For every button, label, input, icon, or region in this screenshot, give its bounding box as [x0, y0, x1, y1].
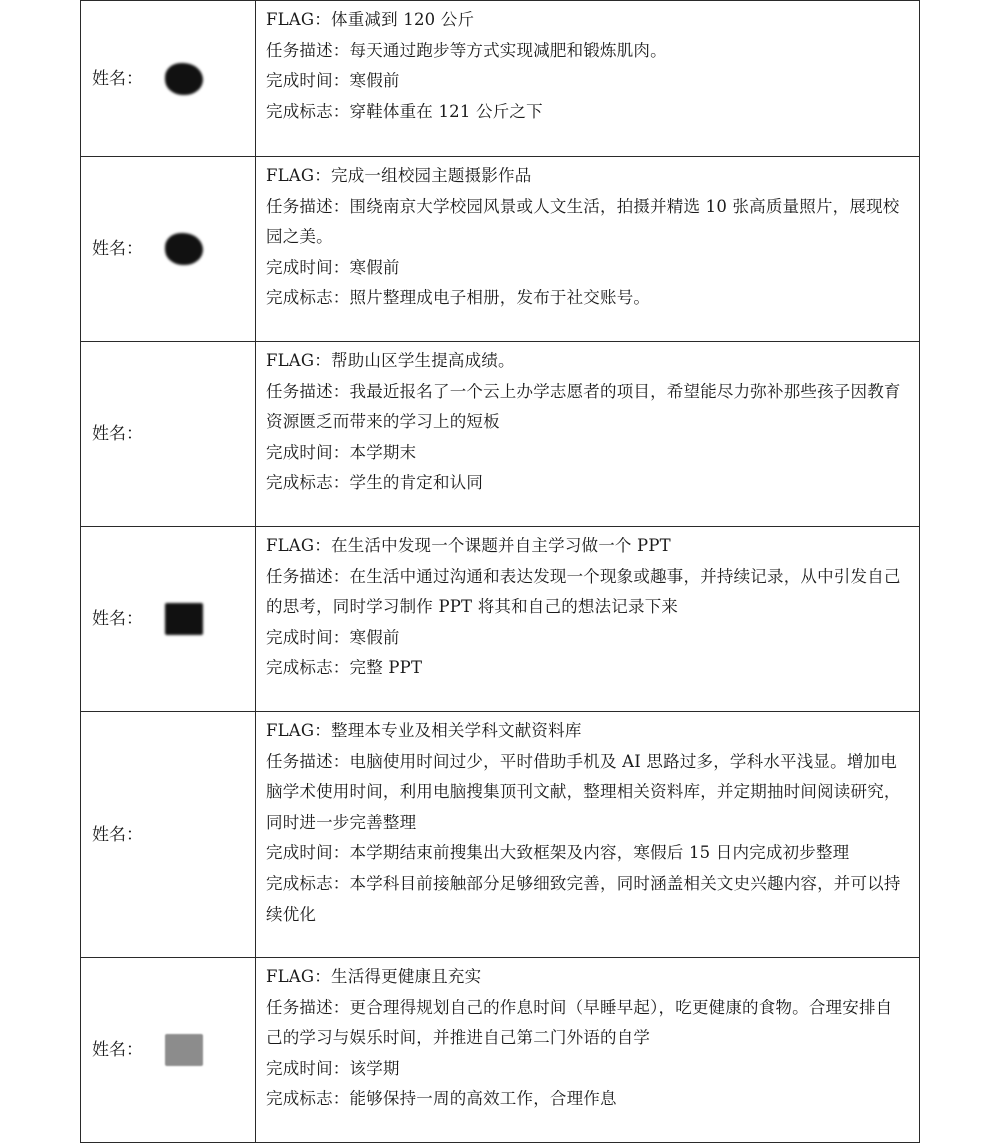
- table-row: [81, 958, 920, 1143]
- redacted-name: [165, 603, 203, 635]
- detail-cell: [256, 712, 920, 958]
- name-cell: [81, 342, 256, 527]
- name-cell: [81, 1, 256, 157]
- description-text: 每天通过跑步等方式实现减肥和锻炼肌肉。: [349, 40, 667, 60]
- time-text: 本学期末: [349, 442, 417, 462]
- marker-text: 本学科目前接触部分足够细致完善，同时涵盖相关文史兴趣内容，并可以持续优化: [266, 873, 901, 924]
- description-line: 任务描述：围绕南京大学校园风景或人文生活，拍摄并精选 10 张高质量照片，展现校园之美。: [266, 196, 900, 247]
- marker-text: 穿鞋体重在 121 公斤之下: [349, 101, 543, 121]
- marker-text: 照片整理成电子相册，发布于社交账号。: [349, 288, 651, 308]
- name-label: 姓名：: [92, 609, 143, 629]
- detail-cell: [256, 958, 920, 1143]
- description-text: 我最近报名了一个云上办学志愿者的项目，希望能尽力弥补那些孩子因教育资源匮乏而带来的学习上的短板: [266, 381, 901, 432]
- flag-text: 体重减到 120 公斤: [331, 10, 475, 29]
- description-text: 在生活中通过沟通和表达发现一个现象或趣事，并持续记录，从中引发自己的思考，同时学习制作 PPT 将其和自己的想法记录下来: [266, 566, 901, 617]
- flag-line: FLAG：生活得更健康且充实: [266, 967, 482, 986]
- table-row: [81, 342, 920, 527]
- redacted-name: [165, 233, 203, 265]
- flag-text: 整理本专业及相关学科文献资料库: [331, 721, 582, 740]
- table-row: [81, 527, 920, 712]
- description-text: 围绕南京大学校园风景或人文生活，拍摄并精选 10 张高质量照片，展现校园之美。: [266, 196, 900, 247]
- description-line: 任务描述：在生活中通过沟通和表达发现一个现象或趣事，并持续记录，从中引发自己的思考，同时学习制作 PPT 将其和自己的想法记录下来: [266, 566, 901, 617]
- description-text: 更合理得规划自己的作息时间（早睡早起），吃更健康的食物。合理安排自己的学习与娱乐时间，并推进自己第二门外语的自学: [266, 997, 893, 1048]
- description-line: 任务描述：每天通过跑步等方式实现减肥和锻炼肌肉。: [266, 40, 667, 60]
- flag-text: 帮助山区学生提高成绩。: [331, 351, 515, 370]
- detail-cell: [256, 157, 920, 342]
- marker-text: 能够保持一周的高效工作，合理作息: [349, 1089, 617, 1109]
- time-line: 完成时间：寒假前: [266, 257, 400, 277]
- description-line: 任务描述：电脑使用时间过少，平时借助手机及 AI 思路过多，学科水平浅显。增加电脑学术使用时间，利用电脑搜集顶刊文献，整理相关资料库，并定期抽时间阅读研究，同时进一步完善整理: [266, 751, 901, 832]
- name-cell: [81, 958, 256, 1143]
- time-line: 完成时间：本学期末: [266, 442, 417, 462]
- description-line: 任务描述：我最近报名了一个云上办学志愿者的项目，希望能尽力弥补那些孩子因教育资源匮乏而带来的学习上的短板: [266, 381, 901, 432]
- flag-text: 完成一组校园主题摄影作品: [331, 166, 532, 185]
- detail-cell: [256, 1, 920, 157]
- time-text: 寒假前: [349, 627, 400, 647]
- time-line: 完成时间：该学期: [266, 1058, 400, 1078]
- name-label: 姓名：: [92, 1040, 143, 1060]
- flag-text: 在生活中发现一个课题并自主学习做一个 PPT: [331, 536, 671, 555]
- flag-table: [80, 0, 920, 1143]
- name-label: 姓名：: [92, 824, 143, 845]
- description-line: 任务描述：更合理得规划自己的作息时间（早睡早起），吃更健康的食物。合理安排自己的学习与娱乐时间，并推进自己第二门外语的自学: [266, 997, 893, 1048]
- flag-line: FLAG：帮助山区学生提高成绩。: [266, 351, 515, 370]
- marker-text: 完整 PPT: [349, 658, 423, 678]
- name-label: 姓名：: [92, 239, 143, 259]
- marker-line: 完成标志：完整 PPT: [266, 658, 423, 678]
- table-row: [81, 157, 920, 342]
- detail-cell: [256, 527, 920, 712]
- marker-line: 完成标志：能够保持一周的高效工作，合理作息: [266, 1089, 617, 1109]
- name-label: 姓名：: [92, 424, 143, 444]
- description-text: 电脑使用时间过少，平时借助手机及 AI 思路过多，学科水平浅显。增加电脑学术使用时间，利用电脑搜集顶刊文献，整理相关资料库，并定期抽时间阅读研究，同时进一步完善整理: [266, 751, 901, 832]
- marker-line: 完成标志：学生的肯定和认同: [266, 473, 484, 493]
- redacted-name: [165, 1034, 203, 1066]
- time-line: 完成时间：本学期结束前搜集出大致框架及内容，寒假后 15 日内完成初步整理: [266, 843, 850, 863]
- time-text: 寒假前: [349, 257, 400, 277]
- flag-line: FLAG：完成一组校园主题摄影作品: [266, 166, 532, 185]
- name-cell: [81, 527, 256, 712]
- marker-line: 完成标志：本学科目前接触部分足够细致完善，同时涵盖相关文史兴趣内容，并可以持续优化: [266, 873, 901, 924]
- table-row: [81, 712, 920, 958]
- time-text: 该学期: [349, 1058, 400, 1078]
- name-label: 姓名：: [92, 68, 143, 89]
- redacted-name: [165, 63, 203, 95]
- time-line: 完成时间：寒假前: [266, 71, 400, 91]
- flag-line: FLAG：整理本专业及相关学科文献资料库: [266, 721, 582, 740]
- name-cell: [81, 712, 256, 958]
- flag-text: 生活得更健康且充实: [331, 967, 482, 986]
- flag-line: FLAG：在生活中发现一个课题并自主学习做一个 PPT: [266, 536, 671, 555]
- name-cell: [81, 157, 256, 342]
- time-line: 完成时间：寒假前: [266, 627, 400, 647]
- marker-line: 完成标志：照片整理成电子相册，发布于社交账号。: [266, 288, 651, 308]
- table-row: [81, 1, 920, 157]
- marker-line: 完成标志：穿鞋体重在 121 公斤之下: [266, 101, 543, 121]
- time-text: 本学期结束前搜集出大致框架及内容，寒假后 15 日内完成初步整理: [349, 843, 850, 863]
- detail-cell: [256, 342, 920, 527]
- time-text: 寒假前: [349, 71, 400, 91]
- flag-line: FLAG：体重减到 120 公斤: [266, 10, 475, 29]
- marker-text: 学生的肯定和认同: [349, 473, 484, 493]
